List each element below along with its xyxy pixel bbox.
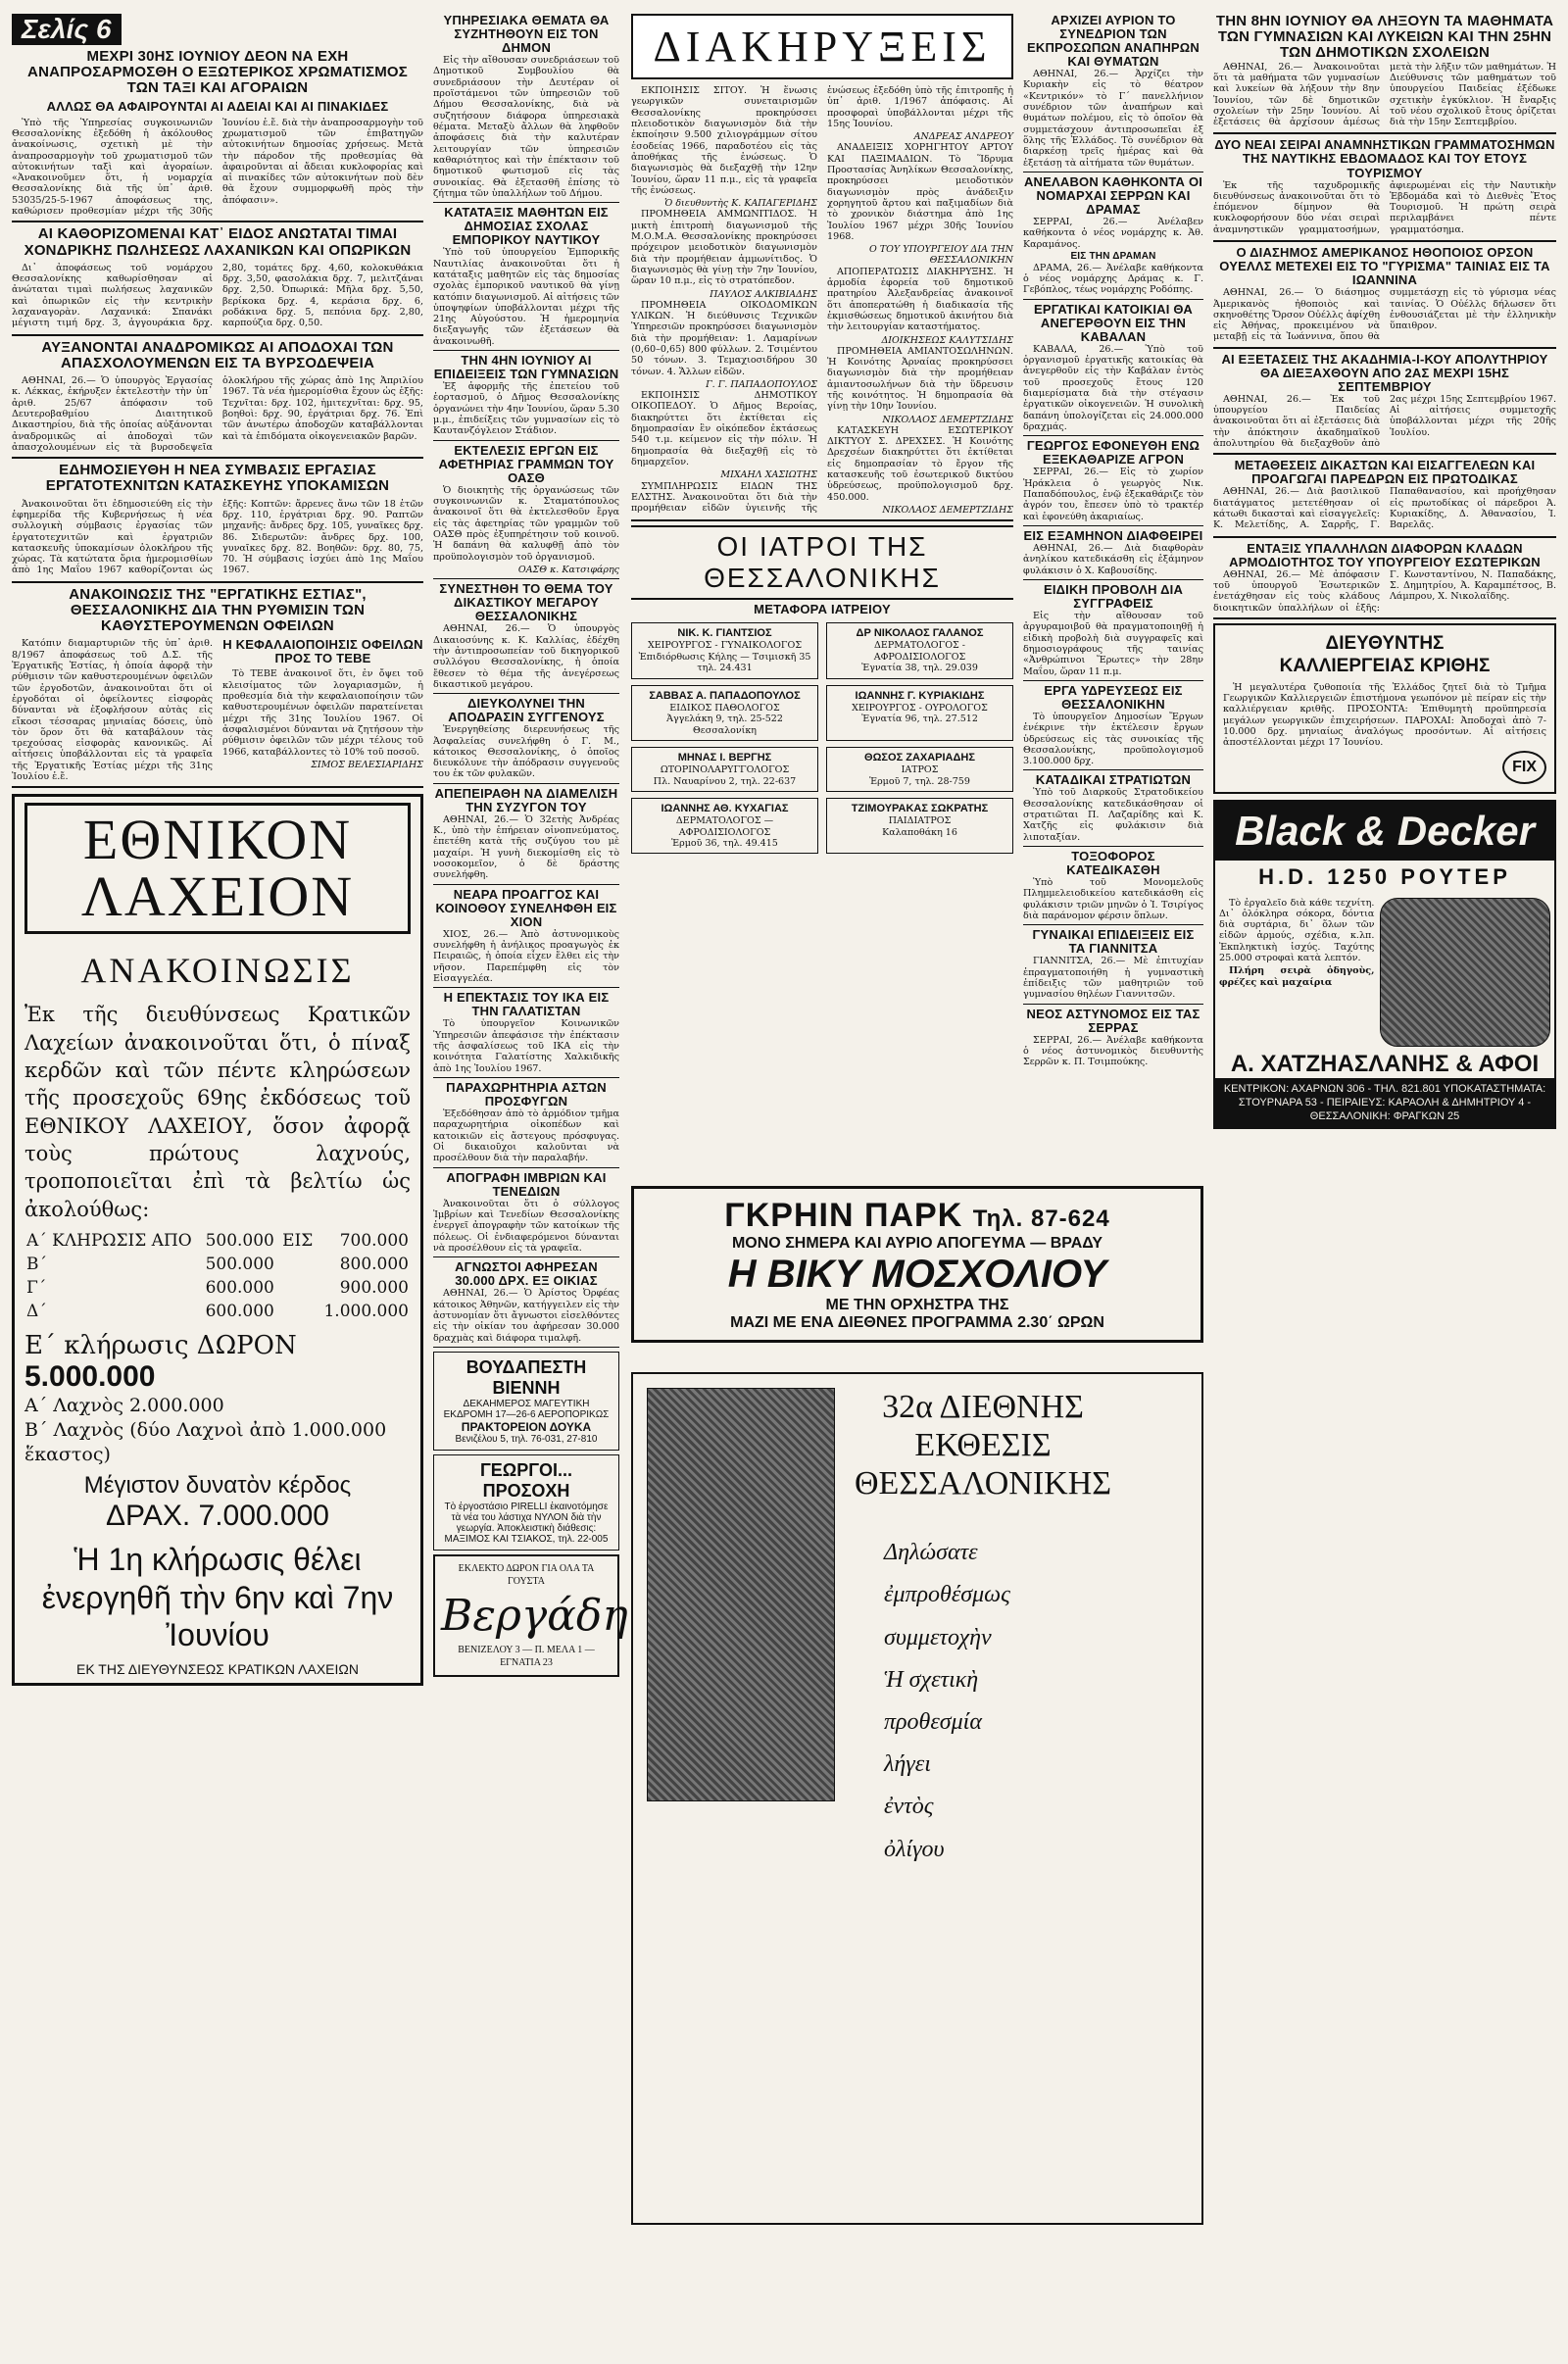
headline-giannitsa: ΓΥΝΑΙΚΑΙ ΕΠΙΔΕΙΞΕΙΣ ΕΙΣ ΤΑ ΓΙΑΝΝΙΤΣΑ <box>1032 927 1195 957</box>
to-value: 700.000 <box>339 1231 409 1252</box>
article-water <box>1023 712 1203 767</box>
headline-taxi: ΜΕΧΡΙ 30ΗΣ ΙΟΥΝΙΟΥ ΔΕΟΝ ΝΑ ΕΧΗ ΑΝΑΠΡΟΣΑΡΜΟΣΘΗ Ο ΕΞΩΤΕΡΙΚΟΣ ΧΡΩΜΑΤΙΣΜΟΣ ΤΩΝ ΤΑΞΙ ΚΑΙ ΑΓΟΡΑΙΩΝ <box>27 48 408 97</box>
headline-interior: ΕΝΤΑΞΙΣ ΥΠΑΛΛΗΛΩΝ ΔΙΑΦΟΡΩΝ ΚΛΑΔΩΝ ΑΡΜΟΔΙΟΤΗΤΟΣ ΤΟΥ ΥΠΟΥΡΓΕΙΟΥ ΕΣΩΤΕΡΙΚΩΝ <box>1229 540 1541 569</box>
draw-label: Δ΄ <box>26 1302 47 1322</box>
venue-phone: Τηλ. 87-624 <box>972 1206 1110 1232</box>
doctor-card <box>631 747 818 792</box>
headline-spouse: ΑΠΕΠΕΙΡΑΘΗ ΝΑ ΔΙΑΜΕΛΙΣΗ ΤΗΝ ΣΥΖΥΓΟΝ ΤΟΥ <box>434 785 618 814</box>
article-text: ΑΘΗΝΑΙ, 26.— Διὰ διαφθορὰν ἀνηλίκου κατεδικάσθη εἰς ἑξάμηνον φυλάκισιν ὁ Χ. Καβουσίδης. <box>1023 542 1203 576</box>
headline-tanneries: ΑΥΞΑΝΟΝΤΑΙ ΑΝΑΔΡΟΜΙΚΩΣ ΑΙ ΑΠΟΔΟΧΑΙ ΤΩΝ ΑΠΑΣΧΟΛΟΥΜΕΝΩΝ ΕΙΣ ΤΑ ΒΥΡΣΟΔΕΨΕΙΑ <box>41 338 394 371</box>
article-soldiers <box>1023 787 1203 843</box>
fair-title-2: ΕΚΘΕΣΙΣ <box>914 1427 1052 1464</box>
article-shirts <box>12 499 423 577</box>
brand-logo: Black & Decker <box>1215 802 1554 861</box>
article-giannitsa <box>1023 956 1203 1000</box>
article-ika <box>433 1018 619 1074</box>
announcements-banner: ΔΙΑΚΗΡΥΞΕΙΣ <box>631 14 1013 79</box>
product-description: Τὸ ἐργαλεῖο διὰ κάθε τεχνίτη. Δι᾽ ὁλόκληρα σόκορα, δόντια διὰ συρτάρια, δι᾽ ὅλων τῶν εἰδῶν ἀρμούς, σχέδια, κ.λπ. Ἐκπληκτικὴ ἰσχύς. Ταχύτης 25.000 στροφαὶ κατὰ λεπτόν. <box>1219 897 1375 964</box>
article-text: Ἐκ τῆς ταχυδρομικῆς διευθύνσεως ἀνακοινοῦται ὅτι τὸ ἑπόμενον δίμηνον θὰ κυκλοφορήσουν δύο νέαι σειραὶ ἀναμνηστικῶν γραμματοσήμων, ἀφιερωμέναι εἰς τὴν Ναυτικὴν Ἑβδομάδα καὶ τὸ Διεθνὲς Ἔτος Τουρισμοῦ. Ἡ πρώτη σειρὰ περιλαμβάνει πέντε γραμματόσημα. <box>1213 179 1556 235</box>
doctor-name: ΙΩΑΝΝΗΣ Γ. ΚΥΡΙΑΚΙΔΗΣ <box>855 689 985 702</box>
lottery-footer: ΕΚ ΤΗΣ ΔΙΕΥΘΥΝΣΕΩΣ ΚΡΑΤΙΚΩΝ ΛΑΧΕΙΩΝ <box>75 1661 359 1678</box>
article-stamps <box>1213 180 1556 237</box>
headline-disabled: ΑΡΧΙΖΕΙ ΑΥΡΙΟΝ ΤΟ ΣΥΝΕΔΡΙΟΝ ΤΩΝ ΕΚΠΡΟΣΩΠΩΝ ΑΝΑΠΗΡΩΝ ΚΑΙ ΘΥΜΑΤΩΝ <box>1026 13 1200 70</box>
headline-theft: ΑΓΝΩΣΤΟΙ ΑΦΗΡΕΣΑΝ 30.000 ΔΡΧ. ΕΞ ΟΙΚΙΑΣ <box>455 1259 598 1289</box>
doctor-card <box>826 798 1013 854</box>
headline-shirts: ΕΔΗΜΟΣΙΕΥΘΗ Η ΝΕΑ ΣΥΜΒΑΣΙΣ ΕΡΓΑΣΙΑΣ ΕΡΓΑΤΟΤΕΧΝΙΤΩΝ ΚΑΤΑΣΚΕΥΗΣ ΥΠΟΚΑΜΙΣΩΝ <box>45 462 390 495</box>
doctor-name: ΤΖΙΜΟΥΡΑΚΑΣ ΣΩΚΡΑΤΗΣ <box>851 802 989 814</box>
article-text: ΑΘΗΝΑΙ, 26.— Ἐκ τοῦ ὑπουργείου Παιδείας ἀνακοινοῦται ὅτι αἱ ἐξετάσεις διὰ τὴν ἀπόκτησιν ἀκαδημαϊκοῦ ἀπολυτηρίου θὰ διεξαχθοῦν ἀπὸ 2ας μέχρι 15ης Σεπτεμβρίου 1967. Αἱ αἰτήσεις συμμετοχῆς ὑποβάλλονται μέχρι τῆς 20ῆς Ἰουλίου. <box>1213 393 1556 450</box>
fair-title-1: 32α ΔΙΕΘΝΗΣ <box>882 1389 1084 1425</box>
thessaloniki-fair-ad <box>631 1372 1203 2225</box>
dealer-footer: ΚΕΝΤΡΙΚΟΝ: ΑΧΑΡΝΩΝ 306 - ΤΗΛ. 821.801 ΥΠΟΚΑΤΑΣΤΗΜΑΤΑ: ΣΤΟΥΡΝΑΡΑ 53 - ΠΕΙΡΑΙΕΥΣ: ΚΑΡΑΟΛΗ & ΔΗΜΗΤΡΙΟΥ 4 - ΘΕΣΣΑΛΟΝΙΚΗ: ΦΡΑΓΚΩΝ 25 <box>1215 1078 1554 1128</box>
green-park-ad-wrapper <box>631 1186 1203 1343</box>
product-model: H.D. 1250 ΡΟΥΤΕΡ <box>1258 863 1511 889</box>
to-label <box>280 1253 317 1276</box>
lottery-prizes <box>24 1394 411 1466</box>
article-text: ΧΙΟΣ, 26.— Ἀπὸ ἀστυνομικοὺς συνελήφθη ἡ ἀνήλικος προαγωγὸς ἐκ Πειραιῶς, ἡ ὁποία εἶχεν ἔλθει εἰς τὴν νῆσον. Παρεπέμφθη εἰς τὸν Εἰσαγγελέα. <box>433 928 619 985</box>
doctor-address: Ἀγγελάκη 9, τηλ. 25-522 Θεσσαλονίκη <box>666 714 783 736</box>
headline-naval-schools: ΚΑΤΑΤΑΞΙΣ ΜΑΘΗΤΩΝ ΕΙΣ ΔΗΜΟΣΙΑΣ ΣΧΟΛΑΣ ΕΜΠΟΡΙΚΟΥ ΝΑΥΤΙΚΟΥ <box>444 205 609 248</box>
article-screening <box>1023 611 1203 677</box>
to-value: 900.000 <box>339 1278 409 1299</box>
signature: ΜΙΧΑΗΛ ΧΑΣΙΩΤΗΣ <box>720 469 817 481</box>
article-text: Ἐξεδόθησαν ἀπὸ τὸ ἁρμόδιον τμῆμα παραχωρητήρια οἰκοπέδων καὶ κατοικιῶν εἰς ἄστεγους πρόσφυγας. Οἱ δικαιοῦχοι καλοῦνται νὰ προσέλθουν διὰ τὴν παραλαβήν. <box>433 1108 619 1164</box>
doctor-specialty: ΧΕΙΡΟΥΡΓΟΣ - ΟΥΡΟΛΟΓΟΣ <box>852 702 988 714</box>
doctor-name: ΣΑΒΒΑΣ Α. ΠΑΠΑΔΟΠΟΥΛΟΣ <box>649 689 801 702</box>
announcement: ΕΚΠΟΙΗΣΙΣ ΣΙΤΟΥ. Ἡ ἕνωσις γεωργικῶν συνεταιρισμῶν Θεσσαλονίκης προκηρύσσει πλειοδοτικὸν διαγωνισμὸν διὰ τὴν ἐκποίησιν 9.500 χιλιογράμμων σίτου ἐσοδείας 1966, παραδοτέου εἰς τὰς ἀποθήκας τῆς ἑνώσεως. Ὁ διαγωνισμὸς θὰ διεξαχθῇ τὴν 12ην Ἰουνίου, ὥραν 11 π.μ., εἰς τὰ γραφεῖα τῆς ἑνώσεως. <box>631 85 817 196</box>
article-text: ΑΘΗΝΑΙ, 26.— Ὁ διάσημος Ἀμερικανὸς ἠθοποιὸς καὶ σκηνοθέτης Ὄρσον Οὐέλλς ἀφίχθη εἰς Ἀθήνας, προκειμένου νὰ μεταβῇ εἰς τὰ Ἰωάννινα, ὅπου θὰ συμμετάσχῃ εἰς τὸ γύρισμα νέας ταινίας. Ὁ Οὐέλλς δήλωσεν ὅτι ἐνθουσιάζεται μὲ τὴν ἑλληνικὴν ὕπαιθρον. <box>1213 287 1556 343</box>
black-decker-ad <box>1213 800 1556 1130</box>
lottery-draw-date: Ἡ 1η κλήρωσις θέλει ἐνεργηθῆ τὴν 6ην καὶ 7ην Ἰουνίου <box>41 1542 394 1652</box>
bd-text <box>1219 898 1374 1047</box>
article-naval-schools <box>433 247 619 347</box>
signature: Ο ΤΟΥ ΥΠΟΥΡΓΕΙΟΥ ΔΙΑ ΤΗΝ ΘΕΣΣΑΛΟΝΙΚΗΝ <box>868 244 1013 267</box>
to-label: ΕΙΣ <box>282 1231 314 1252</box>
to-value: 1.000.000 <box>323 1302 409 1322</box>
doctor-name: ΙΩΑΝΝΗΣ ΑΘ. ΚΥΧΑΓΙΑΣ <box>661 802 789 814</box>
announcement: ΕΚΠΟΙΗΣΙΣ ΔΗΜΟΤΙΚΟΥ ΟΙΚΟΠΕΔΟΥ. Ὁ Δῆμος Βεροίας, διακηρύττει ὅτι ἐκτίθεται εἰς δημοπρασίαν ἓν οἰκόπεδον ἐκτάσεως 540 τ.μ. κείμενον εἰς τὴν πόλιν. Ἡ δημοπρασία θὰ διεξαχθῇ εἰς τὸ δημαρχεῖον. <box>631 390 817 468</box>
article-text: ΣΕΡΡΑΙ, 26.— Ἀνέλαβε καθήκοντα ὁ νέος ἀστυνομικὸς διευθυντὴς Σερρῶν κ. Π. Τσιμπούκης. <box>1023 1034 1203 1068</box>
prize-line: Α΄ Λαχνὸς 2.000.000 <box>24 1395 224 1417</box>
announcement: ΑΠΟΠΕΡΑΤΩΣΙΣ ΔΙΑΚΗΡΥΞΗΣ. Ἡ ἁρμοδία ἐφορεία τοῦ δημοτικοῦ πρατηρίου Ἀλεξανδρείας ἀνακοινοῖ ὅτι ἀποπερατώθη ἡ διαδικασία τῆς ἐκμισθώσεως δημοτικοῦ ἀκινήτου διὰ τὴν λειτουργίαν καταστήματος. <box>827 266 1013 333</box>
fair-body <box>884 1532 1111 1871</box>
doctor-specialty: ΕΙΔΙΚΟΣ ΠΑΘΟΛΟΓΟΣ <box>669 702 780 714</box>
article-chios <box>433 929 619 985</box>
article-refugees <box>433 1108 619 1164</box>
doctor-address: Πλ. Ναυαρίνου 2, τηλ. 22-637 <box>653 775 797 787</box>
headline-prefects: ΑΝΕΛΑΒΟΝ ΚΑΘΗΚΟΝΤΑ ΟΙ ΝΟΜΑΡΧΑΙ ΣΕΡΡΩΝ ΚΑΙ ΔΡΑΜΑΣ <box>1023 173 1203 217</box>
announcement: ΚΑΤΑΣΚΕΥΗ ΕΣΩΤΕΡΙΚΟΥ ΔΙΚΤΥΟΥ Σ. ΔΡΕΧΣΕΣ. Ἡ Κοινότης Δρεχσέων διακηρύττει ὅτι ἐκτίθεται εἰς δημοπρασίαν τὸ ἔργον τῆς κατασκευῆς τοῦ ἐσωτερικοῦ δικτύου ὑδρεύσεως, προϋπολογισμοῦ δρχ. 450.000. <box>827 424 1013 503</box>
article-text: Ἐνεργηθείσης διερευνήσεως τῆς Ἀσφαλείας συνελήφθη ὁ Γ. Μ., κάτοικος Θεσσαλονίκης, ὁ ὁποῖος διευκόλυνε τὴν ἀπόδρασιν συγγενοῦς του ἐκ τῶν φυλακῶν. <box>433 724 619 780</box>
article-text: ΣΕΡΡΑΙ, 26.— Ἀνέλαβεν καθήκοντα ὁ νέος νομάρχης κ. Ἀθ. Καραμάνος. <box>1023 217 1203 250</box>
fair-line: ἐντὸς <box>884 1794 934 1820</box>
doctor-address: Καλαποθάκη 16 <box>882 826 957 838</box>
agency-name: ΠΡΑΚΤΟΡΕΙΟΝ ΔΟΥΚΑ <box>461 1419 592 1434</box>
fair-line: ἐμπροθέσμως <box>884 1582 1010 1608</box>
brand-signature: Βεργάδη <box>441 1590 628 1641</box>
article-text: ΚΑΒΑΛΑ, 26.— Ὑπὸ τοῦ ὀργανισμοῦ ἐργατικῆς κατοικίας θὰ ἀνεγερθοῦν εἰς τὴν Καβάλαν ἐντὸς τοῦ προσεχοῦς ἔτους 120 διαμερίσματα διὰ τὴν στέγασιν ἐργατικῶν οἰκογενειῶν. Ἡ συνολικὴ δαπάνη ὑπολογίζεται εἰς 24.000.000 δραχμάς. <box>1023 343 1203 432</box>
article-text: Ἡ μεγαλυτέρα ζυθοποιία τῆς Ἑλλάδος ζητεῖ διὰ τὸ Τμῆμα Γεωργικῶν Καλλιεργειῶν ἐπιστήμονα γεωπόνον μὲ πείραν εἰς τὴν καλλιέργειαν κριθῆς. ΠΡΟΣΟΝΤΑ: Ἐπιθυμητὴ προϋπηρεσία μεγάλων γεωργικῶν ἐπιχειρήσεων. ΠΑΡΟΧΑΙ: Ἀποδοχαὶ ἀπὸ 7-10.000 δρχ. μηνιαίως ἀναλόγως προσόντων. Αἱ αἰτήσεις ἀποστέλλονται μέχρι 17 Ἰουνίου. <box>1223 681 1546 749</box>
signature: ΔΙΟΙΚΗΣΕΩΣ ΚΑΛΥΤΣΙΔΗΣ <box>881 334 1013 346</box>
job-title-2: ΚΑΛΛΙΕΡΓΕΙΑΣ ΚΡΙΘΗΣ <box>1279 655 1491 676</box>
article-text: ΓΙΑΝΝΙΤΣΑ, 26.— Μὲ ἐπιτυχίαν ἐπραγματοποιήθη ἡ γυμναστικὴ ἐπίδειξις τῶν μαθητριῶν τοῦ γυμνασίου θηλέων Γιαννιτσῶν. <box>1023 956 1203 1001</box>
article-text: Ἀνακοινοῦται ὅτι ὁ σύλλογος Ἰμβρίων καὶ Τενεδίων Θεσσαλονίκης ἐνεργεῖ ἀπογραφὴν τῶν κατοίκων τῆς πόλεως. Οἱ ἐνδιαφερόμενοι δύνανται νὰ προσέλθουν εἰς τὰ γραφεῖα. <box>433 1198 619 1254</box>
article-text: ΑΘΗΝΑΙ, 26.— Ὁ Ἀρίστος Ὀρφέας κάτοικος Ἀθηνῶν, κατήγγειλεν εἰς τὴν ἀστυνομίαν ὅτι ἄγνωστοι εἰσελθόντες εἰς τὴν οἰκίαν του ἀφήρεσαν 30.000 δραχμὰς καὶ διάφορα τιμαλφῆ. <box>433 1288 619 1344</box>
article-archer <box>1023 877 1203 921</box>
headline-screening: ΕΙΔΙΚΗ ΠΡΟΒΟΛΗ ΔΙΑ ΣΥΓΓΡΑΦΕΙΣ <box>1043 581 1184 611</box>
signature: ΠΑΥΛΟΣ ΑΛΚΙΒΙΑΔΗΣ <box>710 288 817 300</box>
article-text: ΔΡΑΜΑ, 26.— Ἀνέλαβε καθήκοντα ὁ νέος νομάρχης Δράμας κ. Γ. Γεβόπλος, τέως νομάρχης Ροδόπης. <box>1023 262 1203 296</box>
article-text: Ὁ διοικητὴς τῆς ὀργανώσεως τῶν συγκοινωνιῶν κ. Σταματόπουλος ἀνακοινοῖ ὅτι θὰ ἐκτελεσθοῦν ἔργα εἰς τὰς ἀφετηρίας τῶν γραμμῶν τοῦ ΟΑΣΘ πρὸς ἐξυπηρέτησιν τοῦ κοινοῦ. Ἡ δαπάνη θὰ καλυφθῇ ἀπὸ τὸν προϋπολογισμὸν τοῦ ὀργανισμοῦ. <box>433 484 619 563</box>
vergadi-ad <box>433 1554 628 1677</box>
fair-ad-wrapper <box>631 1372 1203 2225</box>
doctor-address: Ἑρμοῦ 7, τηλ. 28-759 <box>869 775 970 787</box>
doctors-subtitle: ΜΕΤΑΦΟΡΑ ΙΑΤΡΕΙΟΥ <box>754 602 891 617</box>
article-text: ΑΘΗΝΑΙ, 26.— Μὲ ἀπόφασιν τοῦ ὑπουργοῦ Ἐσωτερικῶν ἐνετάχθησαν εἰς τοὺς κλάδους διοικητικῶν ὑπαλλήλων οἱ ἑξῆς: Γ. Κωνσταντίνου, Ν. Παπαδάκης, Σ. Δημητρίου, Ἀ. Καραμπέτσος, Β. Λάμπρου, Χ. Νικολαΐδης. <box>1213 568 1556 614</box>
article-text: Τὸ ὑπουργεῖον Δημοσίων Ἔργων ἐνέκρινε τὴν ἐκτέλεσιν ἔργων ὑδρεύσεως εἰς τὰς συνοικίας τῆς Θεσσαλονίκης, προϋπολογισμοῦ 3.100.000 δρχ. <box>1023 711 1203 767</box>
lottery-gift <box>24 1331 411 1394</box>
article-police-chief <box>1023 1035 1203 1068</box>
article-text: ΣΕΡΡΑΙ, 26.— Εἰς τὸ χωρίον Ἡράκλεια ὁ γεωργὸς Νικ. Παπαδόπουλος, ἐνῷ ἐξεκαθάριζε τὸν ἀγρόν του, ἔπεσεν ὑπὸ τὸ τρακτέρ καὶ ἐφονεύθη ἀκαριαίως. <box>1023 467 1203 522</box>
headline-ika: Η ΕΠΕΚΤΑΣΙΣ ΤΟΥ ΙΚΑ ΕΙΣ ΤΗΝ ΓΑΛΑΤΙΣΤΑΝ <box>443 990 610 1019</box>
doctor-address: Ἐγνατία 38, τηλ. 29.039 <box>861 663 978 674</box>
headline-courthouse: ΣΥΝΕΣΤΗΘΗ ΤΟ ΘΕΜΑ ΤΟΥ ΔΙΚΑΣΤΙΚΟΥ ΜΕΓΑΡΟΥ ΘΕΣΣΑΛΟΝΙΚΗΣ <box>439 581 613 624</box>
table-row <box>24 1229 411 1253</box>
doctor-name: ΔΡ ΝΙΚΟΛΑΟΣ ΓΑΛΑΝΟΣ <box>856 627 984 640</box>
column-5 <box>1213 14 1556 1129</box>
article-text: Τὸ ὑπουργεῖον Κοινωνικῶν Ὑπηρεσιῶν ἀπεφάσισε τὴν ἐπέκτασιν τῆς ἀσφαλίσεως τοῦ ΙΚΑ εἰς τὴν κοινότητα Γαλατίστης Χαλκιδικῆς ἀπὸ 1ης Ἰουλίου 1967. <box>433 1018 619 1074</box>
fix-logo-icon: FIX <box>1502 751 1546 784</box>
travel-city: ΒΟΥΔΑΠΕΣΤΗ <box>466 1356 587 1377</box>
column-1 <box>12 14 423 1686</box>
signature: ΝΙΚΟΛΑΟΣ ΔΕΜΕΡΤΖΙΔΗΣ <box>882 505 1013 517</box>
to-value: 800.000 <box>339 1255 409 1275</box>
doctor-card <box>826 747 1013 792</box>
announcement: ΣΥΜΠΛΗΡΩΣΙΣ ΕΙΔΩΝ ΤΗΣ ΕΛΣΤΗΣ. Ἀνακοινοῦται ὅτι διὰ τὴν προμήθειαν εἰδῶν ὑγιεινῆς τῆς ἑνώσεως ἐξεδόθη ὑπὸ τῆς ἐπιτροπῆς ἡ ὑπ᾽ ἀριθ. 1/1967 ἀπόφασις. Αἱ προσφοραὶ ὑποβάλλονται μέχρι τῆς 15ης Ἰουνίου. <box>631 85 1013 515</box>
product-cta: Πλήρη σειρὰ ὁδηγοὺς, φρέζες καὶ μαχαίρια <box>1219 965 1375 988</box>
draw-label: Α΄ ΚΛΗΡΩΣΙΣ ΑΠΟ <box>26 1231 192 1252</box>
doctors-title: ΟΙ ΙΑΤΡΟΙ ΤΗΣ ΘΕΣΣΑΛΟΝΙΚΗΣ <box>631 525 1013 600</box>
from-value: 500.000 <box>205 1231 274 1252</box>
signature: ΑΝΔΡΕΑΣ ΑΝΔΡΕΟΥ <box>913 131 1013 143</box>
travel-ad <box>433 1352 619 1451</box>
article-farmer <box>1023 467 1203 522</box>
article-tanneries <box>12 375 423 453</box>
headline-imbros: ΑΠΟΓΡΑΦΗ ΙΜΒΡΙΩΝ ΚΑΙ ΤΕΝΕΔΙΩΝ <box>446 1169 607 1199</box>
fix-badge-wrap <box>1223 751 1546 784</box>
page-header <box>12 14 423 45</box>
article-text: Ἀνακοινοῦται ὅτι ἐδημοσιεύθη εἰς τὴν ἐφημερίδα τῆς Κυβερνήσεως ἡ νέα συλλογικὴ σύμβασις ἐργασίας τῶν ἐργατοτεχνιτῶν καὶ ἐργατριῶν κατασκευῆς ὑποκαμίσων ὁλοκλήρου τῆς χώρας. Τὰ κατώτατα ὅρια ἡμερομισθίων ἀπὸ 1ης Μαΐου 1967 καθορίζονται ὡς ἑξῆς: Κοπτῶν: ἄρρενες ἄνω τῶν 18 ἐτῶν δρχ. 110, ἐργάτριαι δρχ. 90. Ραπτῶν μηχανῆς: ἄνδρες δρχ. 105, γυναῖκες δρχ. 86. Σιδερωτῶν: ἄνδρες δρχ. 100, γυναῖκες δρχ. 82. Βοηθῶν: δρχ. 80, 75, 70. Ἡ σύμβασις ἰσχύει ἀπὸ 1ης Μαΐου 1967. <box>12 498 423 576</box>
signature: ΟΑΣΘ κ. Κατσιφάρης <box>517 564 619 575</box>
fair-title-3: ΘΕΣΣΑΛΟΝΙΚΗΣ <box>855 1465 1112 1502</box>
table-row <box>24 1300 411 1323</box>
announcement: ΠΡΟΜΗΘΕΙΑ ΑΜΜΩΝΙΤΙΔΟΣ. Ἡ μικτὴ ἐπιτροπὴ διαγωνισμοῦ τῆς Μ.Ο.Μ.Α. Θεσσαλονίκης προκηρύσσει πρόχειρον μειοδοτικὸν διαγωνισμὸν διὰ τὴν προμήθειαν ἀμμωνίτιδος. Ὁ διαγωνισμὸς θὰ γίνῃ τὴν 7ην Ἰουνίου, ὥραν 10 π.μ., εἰς τὸ στρατόπεδον. <box>631 209 817 287</box>
fair-line: λήγει <box>884 1751 931 1778</box>
to-label <box>280 1300 317 1323</box>
headline-gymnasia: ΤΗΝ 4ΗΝ ΙΟΥΝΙΟΥ ΑΙ ΕΠΙΔΕΙΞΕΙΣ ΤΩΝ ΓΥΜΝΑΣΙΩΝ <box>433 353 619 382</box>
doctor-address: Ἑρμοῦ 36, τηλ. 49.415 <box>671 837 778 849</box>
article-welles <box>1213 287 1556 343</box>
headline-sentence: ΕΙΣ ΕΞΑΜΗΝΟΝ ΔΙΑΦΘΕΙΡΕΙ <box>1023 527 1203 543</box>
article-prices <box>12 263 423 330</box>
fair-logo-image <box>647 1388 835 1801</box>
doctor-name: ΜΗΝΑΣ Ι. ΒΕΡΓΗΣ <box>677 751 772 763</box>
gift-label: Ε΄ κλήρωσις ΔΩΡΟΝ <box>24 1331 297 1361</box>
agency-address: Βενιζέλου 5, τηλ. 76-031, 27-810 <box>455 1433 598 1445</box>
column-3 <box>631 14 1013 857</box>
article-text: ΑΘΗΝΑΙ, 26.— Ὁ ὑπουργὸς Ἐργασίας κ. Λέκκας, ἐκήρυξεν ἐκτελεστὴν τὴν ὑπ᾽ ἀριθ. 25/67 ἀπόφασιν τοῦ Δευτεροβαθμίου Διαιτητικοῦ Δικαστηρίου, διὰ τῆς ὁποίας αὐξάνονται ἀναδρομικῶς αἱ ἀποδοχαὶ τῶν ἀπασχολουμένων εἰς τὰ βυρσοδεψεῖα ὁλοκλήρου τῆς χώρας ἀπὸ 1ης Ἀπριλίου 1967. Τὰ νέα ἡμερομίσθια ἔχουν ὡς ἑξῆς: Τεχνῖται: δρχ. 102, ἡμιτεχνῖται: δρχ. 95, βοηθοὶ: δρχ. 90, ἐργάτριαι δρχ. 76. Ἐπὶ τῶν ἀνωτέρω ἀποδοχῶν καταβάλλονται καὶ τὰ ἐπιδόματα οἰκογενειακῶν βαρῶν. <box>12 375 423 453</box>
lottery-title: ΕΘΝΙΚΟΝ ΛΑΧΕΙΟΝ <box>24 803 411 934</box>
signature: Γ. Γ. ΠΑΠΑΔΟΠΟΥΛΟΣ <box>706 378 817 390</box>
job-text <box>1223 682 1546 749</box>
subhead: ΕΙΣ ΤΗΝ ΔΡΑΜΑΝ <box>1070 250 1156 262</box>
article-text: ΑΘΗΝΑΙ, 26.— Ἀρχίζει τὴν Κυριακὴν εἰς τὸ θέατρον «Κεντρικόν» τὸ Γ΄ πανελλήνιον συνέδριον τῶν ἀναπήρων καὶ θυμάτων πολέμου, εἰς τὸ ὁποῖον θὰ συμμετάσχουν ἀντιπροσωπεῖαι ἐξ ὅλης τῆς Ἑλλάδος. Τὸ συνέδριον θὰ διαρκέσῃ τρεῖς ἡμέρας καὶ θὰ ἐξετάσῃ τὰ αἰτήματα τῶν θυμάτων. <box>1023 69 1203 169</box>
from-value: 600.000 <box>205 1278 274 1299</box>
dealer-name: Α. ΧΑΤΖΗΑΣΛΑΝΗΣ & ΑΦΟΙ <box>1230 1050 1540 1077</box>
column-2 <box>433 13 628 1677</box>
section-label: Σελίς 6 <box>12 14 122 45</box>
article-text: Εἰς τὴν αἴθουσαν τοῦ ἀργυραμοιβοῦ θὰ πραγματοποιηθῇ ἡ εἰδικὴ προβολὴ διὰ συγγραφεῖς καὶ δημοσιογράφους τῆς ταινίας «Ἀνθρώπινοι Ἔρωτες» τὴν 28ην Μαΐου, ὥραν 11 π.μ. <box>1023 610 1203 677</box>
doctor-card <box>631 685 818 741</box>
ad-address: ΒΕΝΙΖΕΛΟΥ 3 — Π. ΜΕΛΑ 1 — ΕΓΝΑΤΙΑ 23 <box>458 1645 595 1669</box>
doctor-card <box>631 622 818 678</box>
venue-name: ΓΚΡΗΙΝ ΠΑΡΚ <box>724 1197 963 1234</box>
fair-line: Δηλώσατε <box>884 1540 978 1566</box>
announcements-body <box>631 85 1013 516</box>
doctor-specialty: ΙΑΤΡΟΣ <box>901 764 939 776</box>
show-times: ΜΟΝΟ ΣΗΜΕΡΑ ΚΑΙ ΑΥΡΙΟ ΑΠΟΓΕΥΜΑ — ΒΡΑΔΥ <box>731 1235 1103 1252</box>
article-imbros <box>433 1199 619 1255</box>
signature: ΣΙΜΟΣ ΒΕΛΕΣΙΑΡΙΔΗΣ <box>311 759 423 770</box>
headline-police-chief: ΝΕΟΣ ΑΣΤΥΝΟΜΟΣ ΕΙΣ ΤΑΣ ΣΕΡΡΑΣ <box>1026 1006 1200 1035</box>
fair-layout <box>647 1388 1188 1871</box>
article-academic-exams <box>1213 394 1556 450</box>
doctor-card <box>826 622 1013 678</box>
from-value: 600.000 <box>205 1302 274 1322</box>
headline-municipal: ΥΠΗΡΕΣΙΑΚΑ ΘΕΜΑΤΑ ΘΑ ΣΥΖΗΤΗΘΟΥΝ ΕΙΣ ΤΟΝ ΔΗΜΟΝ <box>443 13 610 56</box>
headline-judges: ΜΕΤΑΘΕΣΕΙΣ ΔΙΚΑΣΤΩΝ ΚΑΙ ΕΙΣΑΓΓΕΛΕΩΝ ΚΑΙ ΠΡΟΑΓΩΓΑΙ ΠΑΡΕΔΡΩΝ ΕΙΣ ΠΡΩΤΟΔΙΚΑΣ <box>1234 458 1536 487</box>
article-text: Τὸ ΤΕΒΕ ἀνακοινοῖ ὅτι, ἐν ὄψει τοῦ κλεισίματος τῶν λογαριασμῶν, ἡ προθεσμία διὰ τὴν κεφαλαιοποίησιν τῶν καθυστερουμένων ὀφειλῶν παρατείνεται μέχρι τῆς 31ης Ἰουλίου 1967. Οἱ ἀσφαλισμένοι δύνανται νὰ ζητήσουν τὴν ρύθμισιν ὀφειλῶν τῶν μέχρι τέλους τοῦ 1966, καταβάλλοντες τὸ 10% τοῦ ποσοῦ. <box>222 668 423 758</box>
doctor-card <box>631 798 818 854</box>
router-tool-image <box>1380 898 1550 1047</box>
fair-line: προθεσμία <box>884 1709 982 1736</box>
lottery-text: Ἐκ τῆς διευθύνσεως Κρατικῶν Λαχείων ἀνακοινοῦται ὅτι, ὁ πίναξ κερδῶν καὶ τῶν πέντε κληρώσεων τῆς προσεχοῦς 69ης ἐκδόσεως τοῦ ΕΘΝΙΚΟΥ ΛΑΧΕΙΟΥ, ὅσον ἀφορᾷ τοὺς πρώτους λαχνούς, τροποποιεῖται ἐπὶ τὰ βελτίω ὡς ἀκολούθως: <box>24 1003 411 1221</box>
max-value: ΔΡΑΧ. 7.000.000 <box>106 1500 329 1533</box>
article-sentence <box>1023 543 1203 576</box>
doctor-name: ΘΩΣΟΣ ΖΑΧΑΡΙΑΔΗΣ <box>864 751 975 763</box>
headline-stamps: ΔΥΟ ΝΕΑΙ ΣΕΙΡΑΙ ΑΝΑΜΝΗΣΤΙΚΩΝ ΓΡΑΜΜΑΤΟΣΗΜΩΝ ΤΗΣ ΝΑΥΤΙΚΗΣ ΕΒΔΟΜΑΔΟΣ ΚΑΙ ΤΟΥ ΕΤΟΥΣ ΤΟΥΡΙΣΜΟΥ <box>1214 137 1555 180</box>
article-text: Ὑπὸ τῆς Ὑπηρεσίας συγκοινωνιῶν Θεσσαλονίκης ἐξεδόθη ἡ ἀκόλουθος ἀνακοίνωσις, σχετικὴ μὲ τὴν ἀναπροσαρμογὴν τοῦ χρωματισμοῦ τῶν αὐτοκινήτων ταξὶ καὶ ἀγοραίων. «Ἀνακοινοῦμεν ὅτι, ἡ νομαρχία Θεσσαλονίκης διὰ τῆς ὑπ᾽ ἀριθ. 53035/25-5-1967 ἀποφάσεως της, καθώρισεν προθεσμίαν μέχρι τῆς 30ῆς Ἰουνίου ἐ.ἔ. διὰ τὴν ἀναπροσαρμογὴν τοῦ χρωματισμοῦ τῶν ἐπιβατηγῶν αὐτοκινήτων δημοσίας χρήσεως. Μετὰ τὴν πάροδον τῆς προθεσμίας θὰ ἀφαιροῦνται αἱ ἄδειαι κυκλοφορίας καὶ αἱ πινακίδες τῶν αὐτοκινήτων ποὺ δὲν θὰ ἔχουν συμμορφωθῆ πρὸς τὴν ἀπόφασιν». <box>12 117 423 218</box>
announcement: ΠΡΟΜΗΘΕΙΑ ΑΜΙΑΝΤΟΣΩΛΗΝΩΝ. Ἡ Κοινότης Ἀρναίας προκηρύσσει διαγωνισμὸν διὰ τὴν προμήθειαν ἀμιαντοσωλήνων διὰ τὴν ὕδρευσιν τῆς κοινότητος. Ἡ δημοπρασία θὰ γίνῃ τὴν 10ην Ἰουνίου. <box>827 345 1013 413</box>
to-label <box>280 1276 317 1300</box>
subhead-taxi: ΑΛΛΩΣ ΘΑ ΑΦΑΙΡΟΥΝΤΑΙ ΑΙ ΑΔΕΙΑΙ ΚΑΙ ΑΙ ΠΙΝΑΚΙΔΕΣ <box>46 98 389 114</box>
pirelli-ad <box>433 1454 619 1551</box>
lottery-subtitle: ΑΝΑΚΟΙΝΩΣΙΣ <box>80 951 355 991</box>
doctor-address: Ἐπιδιόρθωσις Κήλης — Τσιμισκῆ 35 τηλ. 24.431 <box>638 651 811 674</box>
headline-farmer: ΓΕΩΡΓΟΣ ΕΦΟΝΕΥΘΗ ΕΝΩ ΕΞΕΚΑΘΑΡΙΖΕ ΑΓΡΟΝ <box>1026 438 1200 468</box>
fair-text <box>855 1388 1111 1871</box>
headline-soldiers: ΚΑΤΑΔΙΚΑΙ ΣΤΡΑΤΙΩΤΩΝ <box>1035 772 1192 788</box>
headline-archer: ΤΟΞΟΦΟΡΟΣ ΚΑΤΕΔΙΚΑΣΘΗ <box>1066 849 1160 878</box>
travel-text: ΔΕΚΑΗΜΕΡΟΣ ΜΑΓΕΥΤΙΚΗ ΕΚΔΡΟΜΗ 17—26-6 ΑΕΡΟΠΟΡΙΚΩΣ <box>443 1398 610 1420</box>
article-text: ΑΘΗΝΑΙ, 26.— Ὁ 32ετὴς Ἀνδρέας Κ., ὑπὸ τὴν ἐπήρειαν οἰνοπνεύματος, ἐπετέθη κατὰ τῆς συζύγου του μὲ μαχαίρι. Ἡ γυνὴ διεκομίσθη εἰς τὸ νοσοκομεῖον, ὁ δὲ δράστης συνελήφθη. <box>433 813 619 881</box>
article-text: Ὑπὸ τοῦ ὑπουργείου Ἐμπορικῆς Ναυτιλίας ἀνακοινοῦται ὅτι ἡ κατάταξις μαθητῶν εἰς τὰς δημοσίας σχολὰς ἐμπορικοῦ ναυτικοῦ θὰ γίνῃ κατόπιν διαγωνισμοῦ. Αἱ αἰτήσεις τῶν ὑποψηφίων ὑποβάλλονται μέχρι τῆς 21ης Αὐγούστου. Ἡ ἡμερομηνία διεξαγωγῆς τῶν ἐξετάσεων θὰ ἀνακοινωθῆ. <box>433 247 619 347</box>
article-text: ΑΘΗΝΑΙ, 26.— Ἀνακοινοῦται ὅτι τὰ μαθήματα τῶν γυμνασίων καὶ λυκείων θὰ λήξουν τὴν 8ην Ἰουνίου, τῶν δὲ δημοτικῶν σχολείων τὴν 25ην Ἰουνίου. Αἱ ἐξετάσεις θὰ ἀρχίσουν ἀμέσως μετὰ τὴν λῆξιν τῶν μαθημάτων. Ἡ Διεύθυνσις τῶν μαθημάτων τοῦ ὑπουργείου Παιδείας ἐξέδωκε σχετικὴν ἐγκύκλιον. Ἡ ἔναρξις τοῦ νέου σχολικοῦ ἔτους ὁρίζεται διὰ τὴν 15ην Σεπτεμβρίου. <box>1213 61 1556 128</box>
headline-oasth: ΕΚΤΕΛΕΣΙΣ ΕΡΓΩΝ ΕΙΣ ΑΦΕΤΗΡΙΑΣ ΓΡΑΜΜΩΝ ΤΟΥ ΟΑΣΘ <box>438 442 614 485</box>
article-oasth <box>433 485 619 575</box>
article-text: ΑΘΗΝΑΙ, 26.— Διὰ βασιλικοῦ διατάγματος μετετέθησαν οἱ κάτωθι δικασταὶ καὶ εἰσαγγελεῖς: Κ. Μελετίδης, Α. Σαρρῆς, Γ. Παπαθανασίου, καὶ προήχθησαν εἰς πρωτοδίκας οἱ πάρεδροι Ἀ. Κυριακίδης, Δ. Ἀθανασίου, Ἰ. Βαρελᾶς. <box>1213 486 1556 531</box>
gift-value: 5.000.000 <box>24 1360 156 1394</box>
doctor-address: Ἐγνατία 96, τηλ. 27.512 <box>861 714 978 725</box>
column-4 <box>1023 14 1203 1070</box>
ad-text: Τὸ ἐργοστάσιο PIRELLI ἐκαινοτόμησε τὰ νέα του λάστιχα ΝΥΛΟΝ διὰ τὴν γεωργία. Ἀποκλειστικὴ διάθεσις: ΜΑΞΙΜΟΣ ΚΑΙ ΤΣΙΑΚΟΣ, τηλ. 22-005 <box>444 1501 609 1545</box>
lottery-ad <box>12 794 423 1686</box>
draw-label: Β΄ <box>26 1255 47 1275</box>
article-text: Εἰς τὴν αἴθουσαν συνεδριάσεων τοῦ Δημοτικοῦ Συμβουλίου θὰ συνεδριάσουν τὴν Δευτέραν οἱ προϊστάμενοι τῶν ὑπηρεσιῶν τοῦ Δήμου Θεσσαλονίκης, διὰ νὰ συζητήσουν διάφορα ὑπηρεσιακὰ θέματα. Μεταξὺ ἄλλων θὰ ληφθοῦν ἀποφάσεις διὰ τὴν καλυτέραν λειτουργίαν τῶν ὑπηρεσιῶν καθαριότητος καὶ τὴν ἐπέκτασιν τοῦ δημοτικοῦ φωτισμοῦ εἰς τὰς συνοικίας. Θὰ ἐξετασθῆ ἐπίσης τὸ ζήτημα τῶν ὑπαλλήλων τοῦ Δήμου. <box>433 55 619 199</box>
doctor-specialty: ΔΕΡΜΑΤΟΛΟΓΟΣ — ΑΦΡΟΔΙΣΙΟΛΟΓΟΣ <box>675 815 774 838</box>
lottery-max <box>24 1472 411 1533</box>
headline-welles: Ο ΔΙΑΣΗΜΟΣ ΑΜΕΡΙΚΑΝΟΣ ΗΘΟΠΟΙΟΣ ΟΡΣΟΝ ΟΥΕΛΛΣ ΜΕΤΕΧΕΙ ΕΙΣ ΤΟ "ΓΥΡΙΣΜΑ" ΤΑΙΝΙΑΣ ΕΙΣ ΤΑ ΙΩΑΝΝΙΝΑ <box>1219 245 1550 288</box>
barley-job-ad <box>1213 623 1556 793</box>
headline-refugees: ΠΑΡΑΧΩΡΗΤΗΡΙΑ ΑΣΤΩΝ ΠΡΟΣΦΥΓΩΝ <box>446 1079 607 1109</box>
headline-housing: ΕΡΓΑΤΙΚΑΙ ΚΑΤΟΙΚΙΑΙ ΘΑ ΑΝΕΓΕΡΘΟΥΝ ΕΙΣ ΤΗΝ ΚΑΒΑΛΑΝ <box>1034 301 1193 344</box>
star-name: Η ΒΙΚΥ ΜΟΣΧΟΛΙΟΥ <box>727 1253 1107 1296</box>
headline-escape: ΔΙΕΥΚΟΛΥΝΕΙ ΤΗΝ ΑΠΟΔΡΑΣΙΝ ΣΥΓΓΕΝΟΥΣ <box>448 696 605 725</box>
doctor-card <box>826 685 1013 741</box>
article-workers-hearth <box>12 638 423 782</box>
table-row <box>24 1276 411 1300</box>
from-value: 500.000 <box>205 1255 274 1275</box>
article-judges <box>1213 486 1556 531</box>
doctor-specialty: ΧΕΙΡΟΥΡΓΟΣ - ΓΥΝΑΙΚΟΛΟΓΟΣ <box>647 640 803 652</box>
travel-city: ΒΙΕΝΝΗ <box>492 1377 561 1398</box>
headline-school-end: ΤΗΝ 8ΗΝ ΙΟΥΝΙΟΥ ΘΑ ΛΗΞΟΥΝ ΤΑ ΜΑΘΗΜΑΤΑ ΤΩΝ ΓΥΜΝΑΣΙΩΝ ΚΑΙ ΛΥΚΕΙΩΝ ΚΑΙ ΤΗΝ 25ΗΝ ΤΩΝ ΔΗΜΟΤΙΚΩΝ ΣΧΟΛΕΙΩΝ <box>1215 13 1554 62</box>
article-theft <box>433 1288 619 1344</box>
doctor-name: ΝΙΚ. Κ. ΓΙΑΝΤΣΙΟΣ <box>677 627 772 640</box>
doctor-specialty: ΩΤΟΡΙΝΟΛΑΡΥΓΓΟΛΟΓΟΣ <box>660 764 790 776</box>
headline-prices: ΑΙ ΚΑΘΟΡΙΖΟΜΕΝΑΙ ΚΑΤ᾽ ΕΙΔΟΣ ΑΝΩΤΑΤΑΙ ΤΙΜΑΙ ΧΟΝΔΡΙΚΗΣ ΠΩΛΗΣΕΩΣ ΛΑΧΑΝΙΚΩΝ ΚΑΙ ΟΠΩΡΙΚΩΝ <box>24 225 412 259</box>
announcement: ΠΡΟΜΗΘΕΙΑ ΟΙΚΟΔΟΜΙΚΩΝ ΥΛΙΚΩΝ. Ἡ διεύθυνσις Τεχνικῶν Ὑπηρεσιῶν προκηρύσσει διαγωνισμὸν διὰ τὴν προμήθειαν: 1. Λαμαρίνων (0,60–0,65) 800 φύλλων. 2. Τσιμέντου 50 τόνων. 3. Τεμαχιοσιδήρου 30 τόνων. 4. Ἄλλων εἰδῶν. <box>631 299 817 377</box>
article-text: Κατόπιν διαμαρτυριῶν τῆς ὑπ᾽ ἀριθ. 8/1967 ἀποφάσεως τοῦ Δ.Σ. τῆς Ἐργατικῆς Ἑστίας, ἡ ὁποία ἀφορᾷ τὴν ρύθμισιν τῶν καθυστερουμένων ὀφειλῶν τῶν ἐργοδοτῶν, ἀνακοινοῦται ὅτι οἱ ἐργοδόται οἱ ὀφείλοντες εἰσφορὰς δύνανται νὰ ἐξοφλήσουν αὐτὰς εἰς εἴκοσι τέσσαρας μηνιαίας δόσεις, ὑπὸ τὸν ὅρον ὅτι θὰ καταβάλουν τὰς τρεχούσας εἰσφορὰς κανονικῶς. Αἱ αἰτήσεις ὑποβάλλονται εἰς τὰ γραφεῖα τῆς Ἐργατικῆς Ἑστίας μέχρι τῆς 31ης Ἰουλίου ἐ.ἔ. <box>12 638 213 783</box>
bd-content <box>1215 894 1554 1051</box>
article-disabled <box>1023 69 1203 169</box>
headline-water: ΕΡΓΑ ΥΔΡΕΥΣΕΩΣ ΕΙΣ ΘΕΣΣΑΛΟΝΙΚΗΝ <box>1044 682 1183 712</box>
fair-line: ὀλίγου <box>884 1836 945 1862</box>
headline-academic-exams: ΑΙ ΕΞΕΤΑΣΕΙΣ ΤΗΣ ΑΚΑΔΗΜΙΑ-Ι-ΚΟΥ ΑΠΟΛΥΤΗΡΙΟΥ ΘΑ ΔΙΕΞΑΧΘΟΥΝ ΑΠΟ 2ΑΣ ΜΕΧΡΙ 15ΗΣ ΣΕΠΤΕΜΒΡΙΟΥ <box>1221 351 1548 394</box>
announcement: ΑΝΑΔΕΙΞΙΣ ΧΟΡΗΓΗΤΟΥ ΑΡΤΟΥ ΚΑΙ ΠΑΞΙΜΑΔΙΩΝ. Τὸ Ἵδρυμα Προστασίας Ἀνηλίκων Θεσσαλονίκης, προκηρύσσει μειοδοτικὸν διαγωνισμὸν πρὸς ἀνάδειξιν χορηγητοῦ ἄρτου καὶ παξιμαδίων διὰ τὸ χρονικὸν διάστημα ἀπὸ 1ης Ἰουλίου 1967 μέχρι 30ῆς Ἰουνίου 1968. <box>827 142 1013 242</box>
fair-line: Ἡ σχετικὴ <box>884 1666 979 1693</box>
headline-chios: ΝΕΑΡΑ ΠΡΟΑΓΓΟΣ ΚΑΙ ΚΟΙΝΟΘΟΥ ΣΥΝΕΛΗΦΘΗ ΕΙΣ ΧΙΟΝ <box>435 886 617 929</box>
article-prefects <box>1023 217 1203 296</box>
article-text: ΑΘΗΝΑΙ, 26.— Ὁ ὑπουργὸς Δικαιοσύνης κ. Κ. Καλλίας, ἐδέχθη τὴν ἀντιπροσωπείαν τοῦ δικηγορικοῦ συλλόγου Θεσσαλονίκης, ἡ ὁποία ἔθεσεν τὸ θέμα τῆς ἀνεγέρσεως δικαστικοῦ μεγάρου. <box>433 623 619 690</box>
headline-workers-hearth: ΑΝΑΚΟΙΝΩΣΙΣ ΤΗΣ "ΕΡΓΑΤΙΚΗΣ ΕΣΤΙΑΣ", ΘΕΣΣΑΛΟΝΙΚΗΣ ΔΙΑ ΤΗΝ ΡΥΘΜΙΣΙΝ ΤΩΝ ΚΑΘΥΣΤΕΡΟΥΜΕΝΩΝ ΟΦΕΙΛΩΝ <box>69 585 367 635</box>
article-school-end <box>1213 62 1556 129</box>
article-courthouse <box>433 623 619 690</box>
article-text: Ὑπὸ τοῦ Διαρκοῦς Στρατοδικείου Θεσσαλονίκης κατεδικάσθησαν οἱ στρατιῶται Π. Λαζαρίδης καὶ Κ. Χατζῆς εἰς φυλάκισιν διὰ λιποταξίαν. <box>1023 787 1203 843</box>
program-line: ΜΑΖΙ ΜΕ ΕΝΑ ΔΙΕΘΝΕΣ ΠΡΟΓΡΑΜΜΑ 2.30΄ ΩΡΩΝ <box>730 1314 1104 1331</box>
signature: ΝΙΚΟΛΑΟΣ ΔΕΜΕΡΤΖΙΔΗΣ <box>882 414 1013 425</box>
ad-text: ΕΚΛΕΚΤΟ ΔΩΡΟΝ ΓΙΑ ΟΛΑ ΤΑ ΓΟΥΣΤΑ <box>458 1562 595 1587</box>
venue-line <box>642 1197 1193 1235</box>
doctor-specialty: ΔΕΡΜΑΤΟΛΟΓΟΣ - ΑΦΡΟΔΙΣΙΟΛΟΓΟΣ <box>873 640 966 663</box>
ad-title: ΓΕΩΡΓΟΙ... ΠΡΟΣΟΧΗ <box>479 1459 573 1501</box>
draw-label: Γ΄ <box>26 1278 47 1299</box>
article-text: Δι᾽ ἀποφάσεως τοῦ νομάρχου Θεσσαλονίκης καθωρίσθησαν αἱ ἀνώταται τιμαὶ πωλήσεως λαχανικῶν καὶ ὀπωρικῶν εἰς τὴν κεντρικὴν λαχαναγορὰν. Λαχανικά: Σπανάκι μέγιστη τιμή δρχ. 3, ἀγγουράκια δρχ. 2,80, τομάτες δρχ. 4,60, κολοκυθάκια δρχ. 3,50, φασολάκια δρχ. 7, μελιτζάναι δρχ. 2,50. Ὀπωρικά: Μῆλα δρχ. 5,50, βερίκοκα δρχ. 4, κεράσια δρχ. 6, ροδάκινα δρχ. 5, πεπόνια δρχ. 2,80, καρπούζια δρχ. 0,50. <box>12 262 423 329</box>
job-title-1: ΔΙΕΥΘΥΝΤΗΣ <box>1325 633 1445 655</box>
subhead-tebe: Η ΚΕΦΑΛΑΙΟΠΟΙΗΣΙΣ ΟΦΕΙΛΩΝ ΠΡΟΣ ΤΟ ΤΕΒΕ <box>222 637 423 666</box>
article-interior <box>1213 569 1556 614</box>
article-text: Ἐξ ἀφορμῆς τῆς ἐπετείου τοῦ ἑορτασμοῦ, ὁ Δῆμος Θεσσαλονίκης ὀργανώνει τὴν 4ην Ἰουνίου, ὥραν 5.30 μ.μ., ἐπιδείξεις τῶν γυμνασίων εἰς τὸ Καυτανζόγλειον Στάδιον. <box>433 381 619 437</box>
article-taxi <box>12 118 423 218</box>
article-spouse <box>433 814 619 881</box>
table-row <box>24 1253 411 1276</box>
max-label: Μέγιστον δυνατὸν κέρδος <box>83 1472 352 1500</box>
article-municipal <box>433 55 619 199</box>
lottery-table <box>24 1229 411 1323</box>
green-park-ad <box>631 1186 1203 1343</box>
article-text: Ὑπὸ τοῦ Μονομελοῦς Πλημμελειοδικείου κατεδικάσθη εἰς φυλάκισιν τριῶν μηνῶν ὁ Ἰ. Τσιρίγος διὰ παράνομον φέρσιν ὅπλων. <box>1023 877 1203 922</box>
doctors-grid <box>631 619 1013 857</box>
fair-line: συμμετοχὴν <box>884 1624 992 1650</box>
doctor-specialty: ΠΑΙΔΙΑΤΡΟΣ <box>888 815 952 827</box>
signature: Ὁ διευθυντὴς Κ. ΚΑΠΑΓΕΡΙΔΗΣ <box>664 198 817 210</box>
prize-line: Β΄ Λαχνὸς (δύο Λαχνοὶ ἀπὸ 1.000.000 ἕκαστος) <box>24 1418 387 1465</box>
article-escape <box>433 724 619 780</box>
article-housing <box>1023 344 1203 433</box>
orchestra-line: ΜΕ ΤΗΝ ΟΡΧΗΣΤΡΑ ΤΗΣ <box>825 1297 1009 1313</box>
article-gymnasia <box>433 381 619 437</box>
